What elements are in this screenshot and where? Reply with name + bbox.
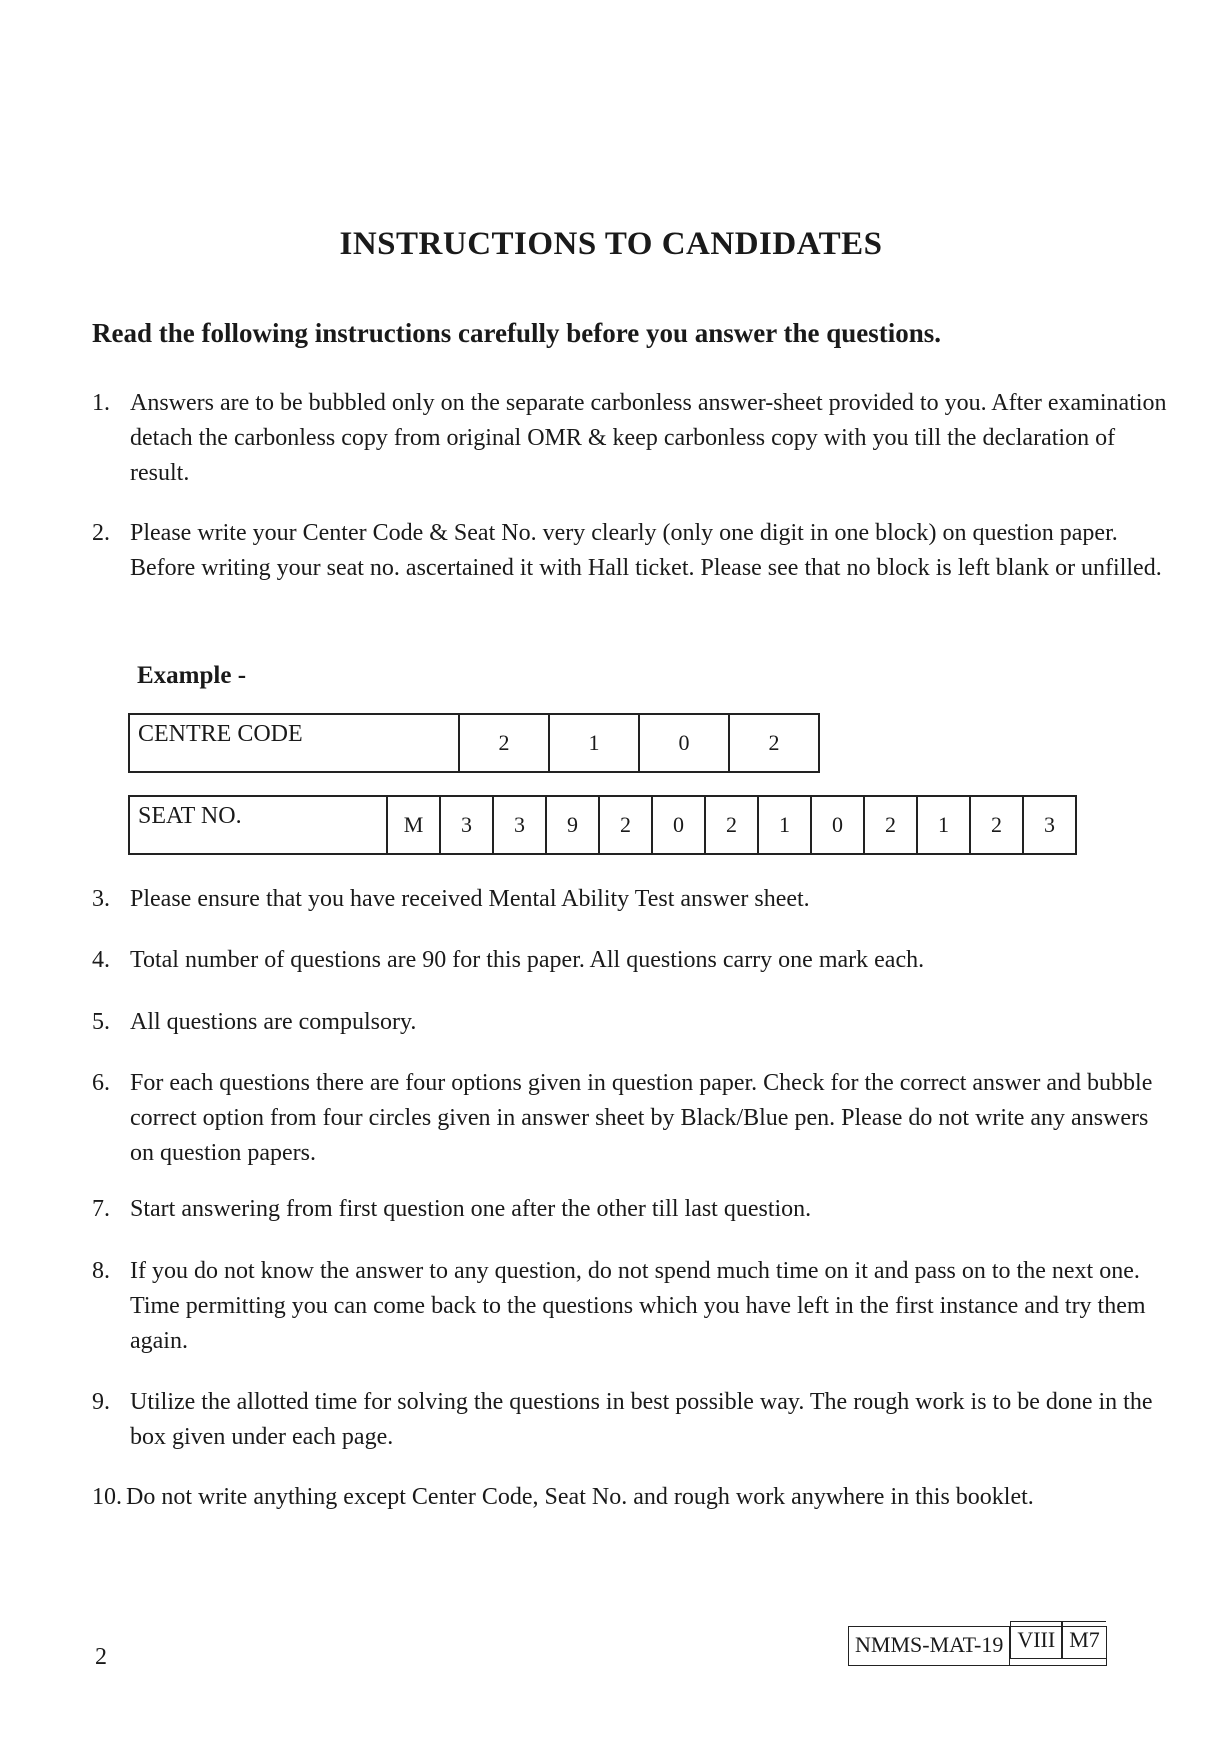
seat-no-label: SEAT NO. bbox=[129, 796, 387, 854]
seat-no-digit: 2 bbox=[599, 796, 652, 854]
instruction-number: 4. bbox=[92, 947, 110, 973]
instruction-item-9 bbox=[92, 1385, 1172, 1455]
instruction-number: 9. bbox=[92, 1389, 110, 1415]
seat-no-digit: 3 bbox=[440, 796, 493, 854]
centre-code-digit: 2 bbox=[729, 714, 819, 772]
instruction-number: 6. bbox=[92, 1070, 110, 1096]
instruction-text: Please ensure that you have received Mental Ability Test answer sheet. bbox=[130, 886, 810, 912]
instruction-item-7 bbox=[92, 1192, 1172, 1227]
seat-no-digit: 2 bbox=[864, 796, 917, 854]
centre-code-digit: 1 bbox=[549, 714, 639, 772]
seat-no-digit: 1 bbox=[917, 796, 970, 854]
instruction-text: All questions are compulsory. bbox=[130, 1009, 417, 1035]
page-number: 2 bbox=[95, 1644, 107, 1670]
centre-code-digit: 2 bbox=[459, 714, 549, 772]
instruction-text: If you do not know the answer to any question, do not spend much time on it and pass on to the next one. Time permitting you can come back to the questions which you have left in the first instance and try them again. bbox=[130, 1258, 1146, 1354]
instruction-number: 8. bbox=[92, 1258, 110, 1284]
set-code: M7 bbox=[1062, 1621, 1106, 1659]
paper-code: NMMS-MAT-19 bbox=[849, 1627, 1010, 1665]
example-label: Example - bbox=[137, 662, 247, 689]
seat-no-digit: 3 bbox=[493, 796, 546, 854]
instruction-text: Answers are to be bubbled only on the separate carbonless answer-sheet provided to you. After examination detach the carbonless copy from original OMR & keep carbonless copy with you till the declaration of result. bbox=[130, 390, 1167, 486]
page-title: INSTRUCTIONS TO CANDIDATES bbox=[339, 226, 883, 262]
instruction-text: Start answering from first question one after the other till last question. bbox=[130, 1196, 812, 1222]
instruction-item-2 bbox=[92, 516, 1172, 586]
seat-no-table bbox=[128, 795, 1077, 855]
instruction-text: Please write your Center Code & Seat No. very clearly (only one digit in one block) on question paper. Before writing your seat no. ascertained it with Hall ticket. Please see that no block is left blank or unfilled. bbox=[130, 520, 1162, 581]
seat-no-digit: 2 bbox=[970, 796, 1023, 854]
instruction-text: Utilize the allotted time for solving the questions in best possible way. The rough work is to be done in the box given under each page. bbox=[130, 1389, 1153, 1450]
seat-no-digit: 2 bbox=[705, 796, 758, 854]
instruction-number: 3. bbox=[92, 886, 110, 912]
instruction-item-4 bbox=[92, 943, 1172, 978]
centre-code-table bbox=[128, 713, 820, 773]
seat-no-digit: M bbox=[387, 796, 440, 854]
seat-no-digit: 3 bbox=[1023, 796, 1076, 854]
instruction-number: 1. bbox=[92, 390, 110, 416]
seat-no-digit: 0 bbox=[652, 796, 705, 854]
instruction-text: Total number of questions are 90 for this paper. All questions carry one mark each. bbox=[130, 947, 925, 973]
instruction-item-8 bbox=[92, 1254, 1172, 1359]
seat-no-digit: 0 bbox=[811, 796, 864, 854]
instruction-text: For each questions there are four options given in question paper. Check for the correct answer and bubble correct option from four circles given in answer sheet by Black/Blue pen. Please do not write any answers on question papers. bbox=[130, 1070, 1153, 1166]
seat-no-digit: 9 bbox=[546, 796, 599, 854]
instruction-number: 2. bbox=[92, 520, 110, 546]
instruction-item-10 bbox=[92, 1480, 1172, 1515]
paper-code-box bbox=[848, 1626, 1107, 1666]
instruction-number: 10. bbox=[92, 1484, 122, 1510]
centre-code-label: CENTRE CODE bbox=[129, 714, 459, 772]
instruction-item-3 bbox=[92, 882, 1172, 917]
standard-code: VIII bbox=[1010, 1621, 1062, 1659]
seat-no-digit: 1 bbox=[758, 796, 811, 854]
centre-code-digit: 0 bbox=[639, 714, 729, 772]
instruction-item-1 bbox=[92, 386, 1172, 491]
instruction-text: Do not write anything except Center Code, Seat No. and rough work anywhere in this booklet. bbox=[126, 1484, 1034, 1510]
instruction-item-5 bbox=[92, 1005, 1172, 1040]
instruction-item-6 bbox=[92, 1066, 1172, 1171]
page-subtitle: Read the following instructions carefully before you answer the questions. bbox=[92, 318, 942, 348]
instruction-number: 7. bbox=[92, 1196, 110, 1222]
instruction-number: 5. bbox=[92, 1009, 110, 1035]
